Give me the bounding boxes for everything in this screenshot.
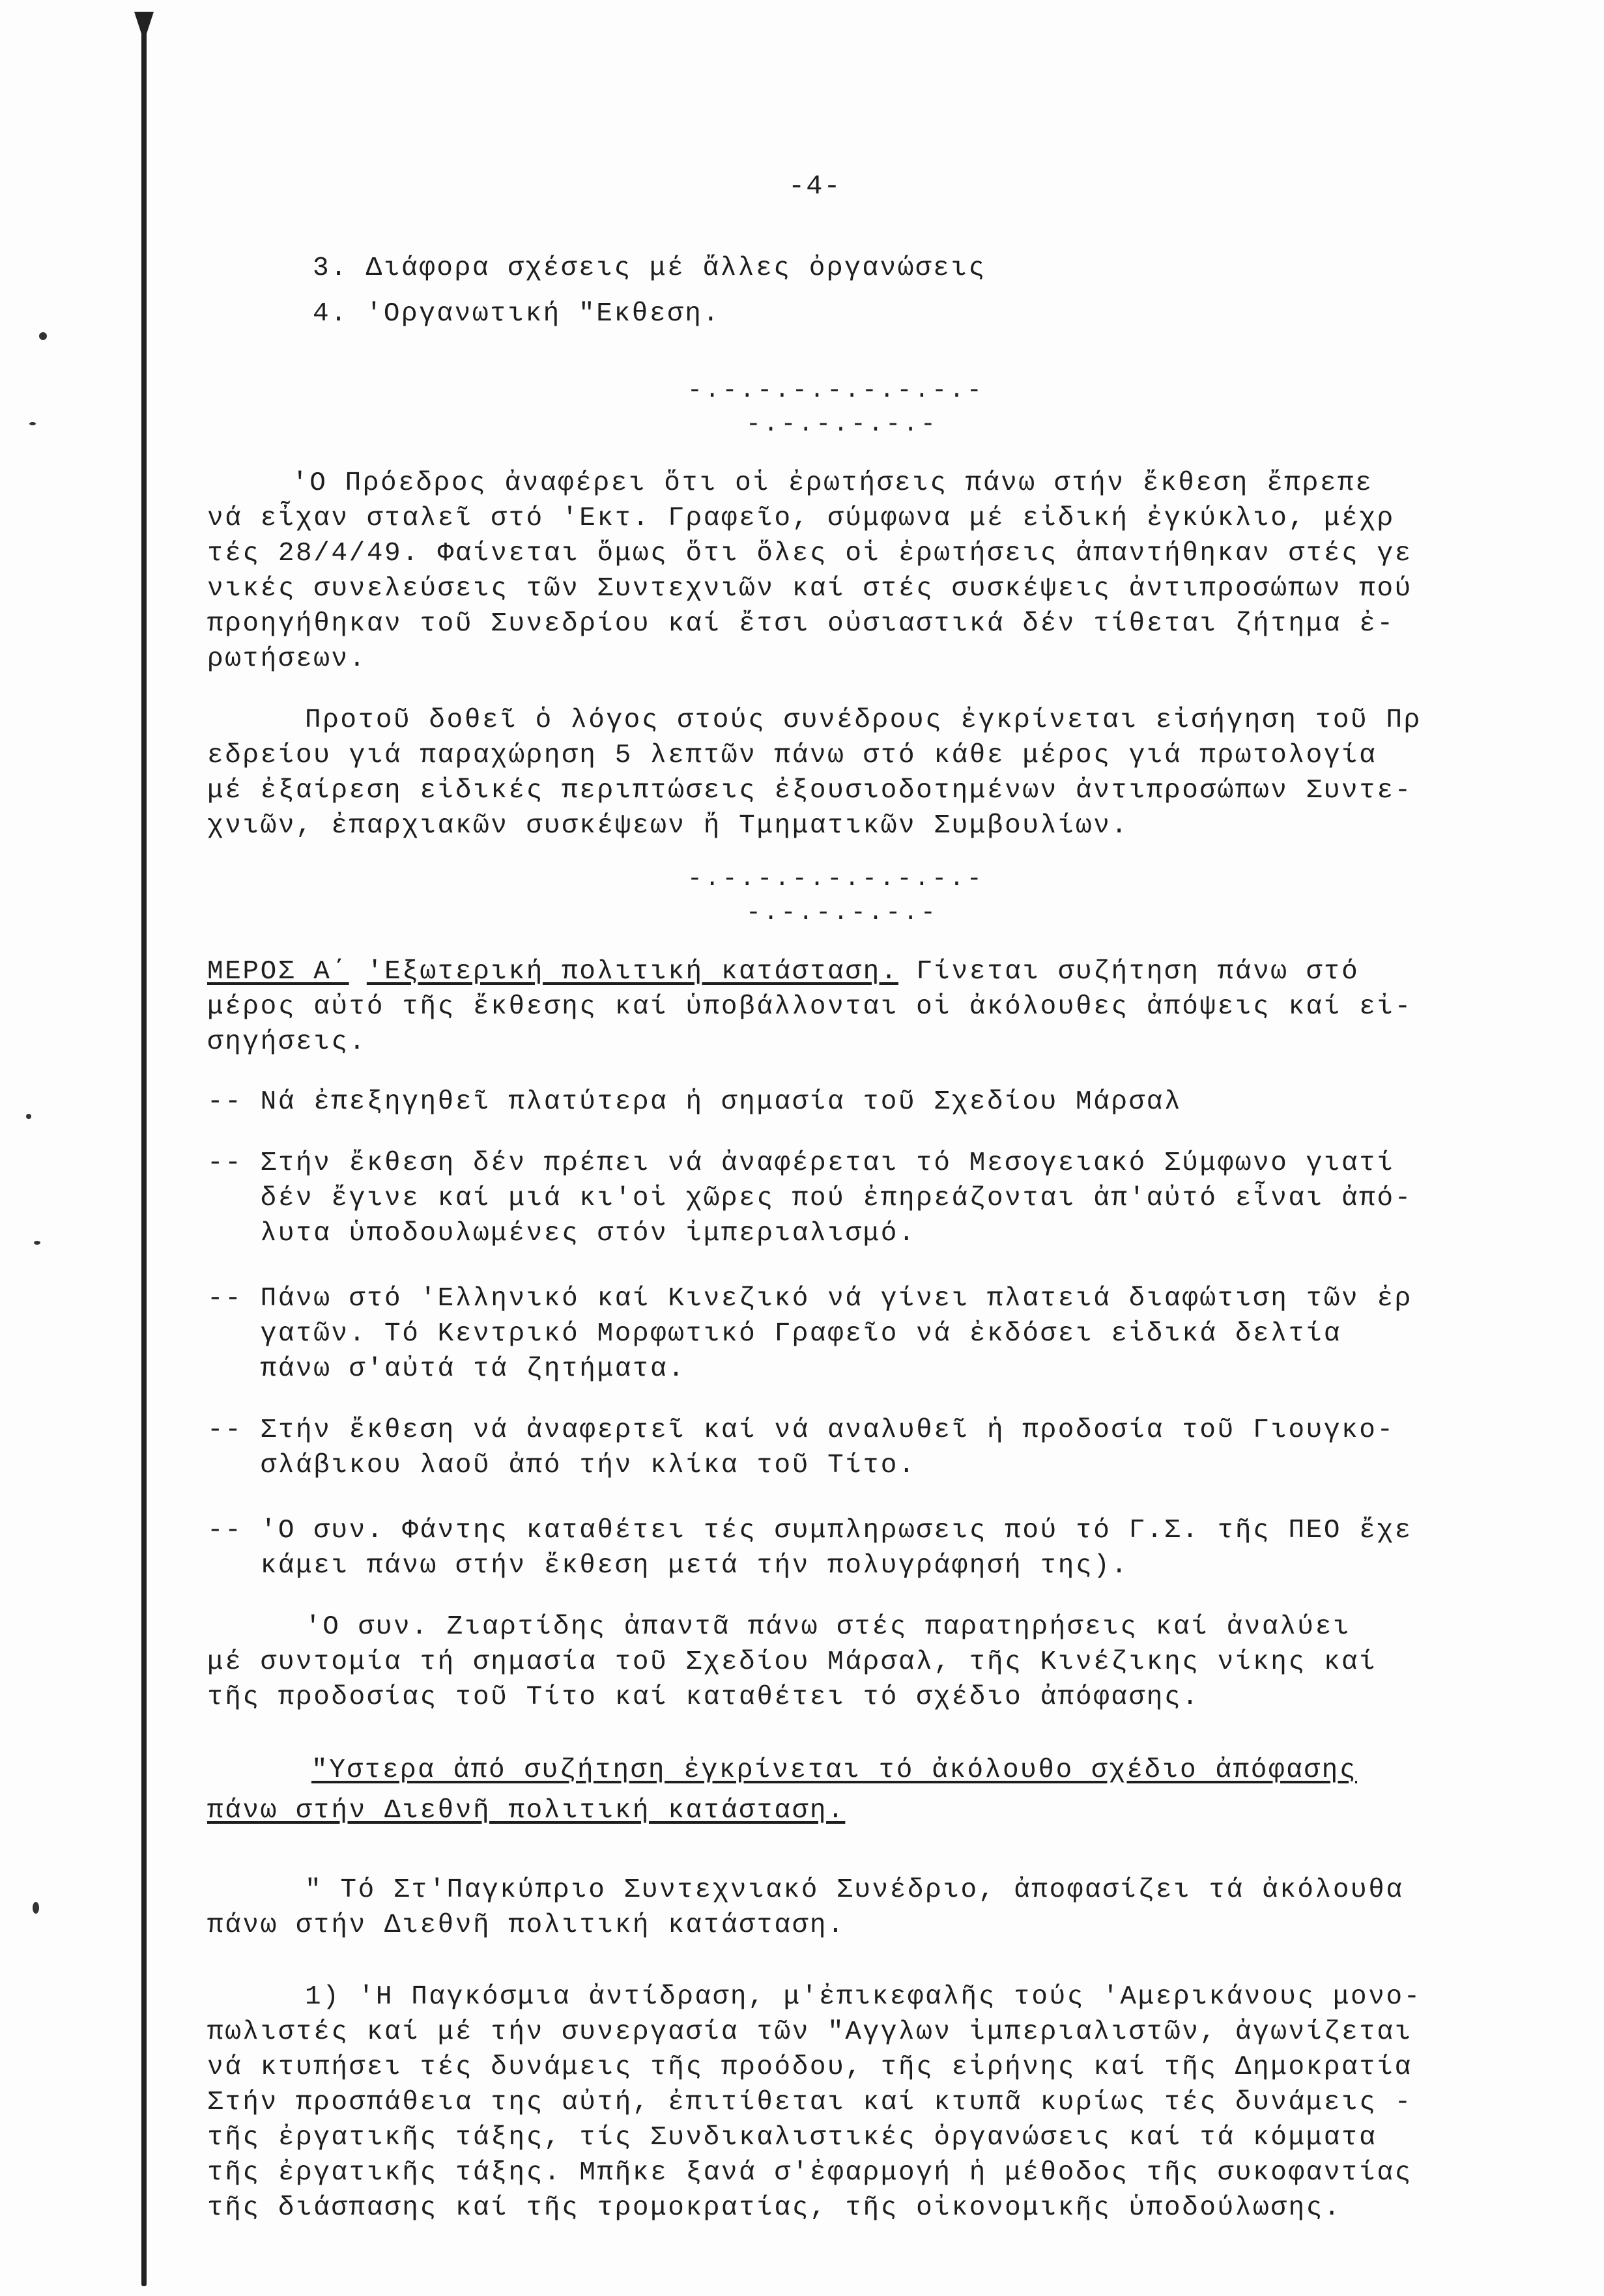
- bullet-line: -- 'Ο συν. Φάντης καταθέτει τές συμπληρωσεις πού τό Γ.Σ. τῆς ΠΕΟ ἔχε: [207, 1516, 1412, 1546]
- paragraph-line: χνιῶν, ἐπαρχιακῶν συσκέψεων ἤ Τμηματικῶν Συμβουλίων.: [207, 811, 1129, 841]
- part-a-heading-line: [207, 956, 1359, 987]
- paragraph-line: μέ συντομία τή σημασία τοῦ Σχεδίου Μάρσαλ, τῆς Κινέζικης νίκης καί: [207, 1647, 1377, 1677]
- paragraph-line: 'Ο Πρόεδρος ἀναφέρει ὅτι οἱ ἐρωτήσεις πάνω στήν ἔκθεση ἔπρεπε: [292, 468, 1373, 498]
- paragraph-line: Στήν προσπάθεια της αὐτή, ἐπιτίθεται καί κτυπᾶ κυρίως τές δυνάμεις -: [207, 2088, 1412, 2118]
- paragraph-line: τῆς ἐργατικῆς τάξης. Μπῆκε ξανά σ'ἐφαρμογή ἡ μέθοδος τῆς συκοφαντίας: [207, 2158, 1412, 2188]
- paragraph-line: τῆς προδοσίας τοῦ Τίτο καί καταθέτει τό σχέδιο ἀπόφασης.: [207, 1682, 1200, 1712]
- paragraph-line: εδρείου γιά παραχώρηση 5 λεπτῶν πάνω στό κάθε μέρος γιά πρωτολογία: [207, 741, 1377, 771]
- divider-long: -.-.-.-.-.-.-.-.-: [687, 865, 984, 893]
- resolution-title: "Υστερα ἀπό συζήτηση ἐγκρίνεται τό ἀκόλουθο σχέδιο ἀπόφασης: [311, 1755, 1358, 1785]
- divider-short: -.-.-.-.-.-: [746, 899, 938, 927]
- bullet-line: γατῶν. Τό Κεντρικό Μορφωτικό Γραφεῖο νά ἐκδόσει εἰδικά δελτία: [207, 1319, 1342, 1349]
- bullet-line: -- Στήν ἔκθεση δέν πρέπει νά ἀναφέρεται τό Μεσογειακό Σύμφωνο γιατί: [207, 1148, 1395, 1178]
- bullet-line: πάνω σ'αὐτά τά ζητήματα.: [207, 1354, 686, 1384]
- paragraph-line: νά κτυπήσει τές δυνάμεις τῆς προόδου, τῆς εἰρήνης καί τῆς Δημοκρατία: [207, 2052, 1412, 2082]
- bullet-line: -- Στήν ἔκθεση νά ἀναφερτεῖ καί νά αναλυθεῖ ἡ προδοσία τοῦ Γιουγκο-: [207, 1415, 1395, 1445]
- paragraph-line: ρωτήσεων.: [207, 644, 367, 674]
- paragraph-line: προηγήθηκαν τοῦ Συνεδρίου καί ἔτσι οὐσιαστικά δέν τίθεται ζήτημα ἐ-: [207, 609, 1395, 639]
- bullet-line: δέν ἔγινε καί μιά κι'οἱ χῶρες πού ἐπηρεάζονται ἀπ'αὐτό εἶναι ἀπό-: [207, 1183, 1412, 1213]
- part-a-heading: ΜΕΡΟΣ Α΄: [207, 957, 349, 987]
- binding-edge: [141, 13, 147, 2286]
- part-a-title: 'Εξωτερική πολιτική κατάσταση.: [366, 957, 898, 987]
- agenda-item: 4. 'Οργανωτική "Εκθεση.: [313, 299, 721, 329]
- bullet-line: -- Πάνω στό 'Ελληνικό καί Κινεζικό νά γίνει πλατειά διαφώτιση τῶν ἐρ: [207, 1284, 1412, 1314]
- agenda-item: 3. Διάφορα σχέσεις μέ ἄλλες ὀργανώσεις: [313, 253, 986, 283]
- paragraph-line: νικές συνελεύσεις τῶν Συντεχνιῶν καί στές συσκέψεις ἀντιπροσώπων πού: [207, 574, 1412, 604]
- paragraph-line: πωλιστές καί μέ τήν συνεργασία τῶν "Αγγλων ἰμπεριαλιστῶν, ἀγωνίζεται: [207, 2017, 1412, 2047]
- bullet-line: σλάβικου λαοῦ ἀπό τήν κλίκα τοῦ Τίτο.: [207, 1451, 917, 1481]
- divider-long: -.-.-.-.-.-.-.-.-: [687, 376, 984, 404]
- paragraph-line: 'Ο συν. Ζιαρτίδης ἀπαντᾶ πάνω στές παρατηρήσεις καί ἀναλύει: [305, 1612, 1351, 1642]
- scan-speck: [29, 422, 36, 425]
- bullet-line: κάμει πάνω στήν ἔκθεση μετά τήν πολυγράφησή της).: [207, 1551, 1129, 1581]
- scan-speck: [34, 1241, 40, 1245]
- paragraph-line: τές 28/4/49. Φαίνεται ὅμως ὅτι ὅλες οἱ ἐρωτήσεις ἀπαντήθηκαν στές γε: [207, 539, 1412, 569]
- paragraph-line: 1) 'Η Παγκόσμια ἀντίδραση, μ'ἐπικεφαλῆς τούς 'Αμερικάνους μονο-: [305, 1982, 1422, 2012]
- paragraph-line: μέ ἐξαίρεση εἰδικές περιπτώσεις ἐξουσιοδοτημένων ἀντιπροσώπων Συντε-: [207, 776, 1412, 806]
- paragraph-line: " Τό Στ'Παγκύπριο Συντεχνιακό Συνέδριο, ἀποφασίζει τά ἀκόλουθα: [305, 1875, 1404, 1905]
- bullet-line: λυτα ὑποδουλωμένες στόν ἰμπεριαλισμό.: [207, 1219, 917, 1249]
- part-a-text: Γίνεται συζήτηση πάνω στό: [916, 957, 1360, 987]
- page-number: -4-: [788, 171, 842, 202]
- resolution-title: πάνω στήν Διεθνῆ πολιτική κατάσταση.: [207, 1796, 846, 1826]
- scan-speck: [33, 1902, 39, 1914]
- paragraph-line: τῆς διάσπασης καί τῆς τρομοκρατίας, τῆς οἰκονομικῆς ὑποδούλωσης.: [207, 2193, 1342, 2223]
- bullet-line: -- Νά ἐπεξηγηθεῖ πλατύτερα ἡ σημασία τοῦ Σχεδίου Μάρσαλ: [207, 1087, 1182, 1117]
- paragraph-line: νά εἶχαν σταλεῖ στό 'Εκτ. Γραφεῖο, σύμφωνα μέ εἰδική ἐγκύκλιο, μέχρ: [207, 503, 1395, 533]
- paragraph-line: σηγήσεις.: [207, 1027, 367, 1057]
- paragraph-line: μέρος αὐτό τῆς ἔκθεσης καί ὑποβάλλονται οἱ ἀκόλουθες ἀπόψεις καί εἰ-: [207, 992, 1412, 1022]
- scan-speck: [26, 1114, 31, 1119]
- divider-short: -.-.-.-.-.-: [746, 410, 938, 438]
- paragraph-line: Προτοῦ δοθεῖ ὁ λόγος στούς συνέδρους ἐγκρίνεται εἰσήγηση τοῦ Πρ: [305, 705, 1422, 735]
- paragraph-line: πάνω στήν Διεθνῆ πολιτική κατάσταση.: [207, 1910, 846, 1940]
- scan-speck: [39, 332, 47, 340]
- paragraph-line: τῆς ἐργατικῆς τάξης, τίς Συνδικαλιστικές ὀργανώσεις καί τά κόμματα: [207, 2123, 1377, 2153]
